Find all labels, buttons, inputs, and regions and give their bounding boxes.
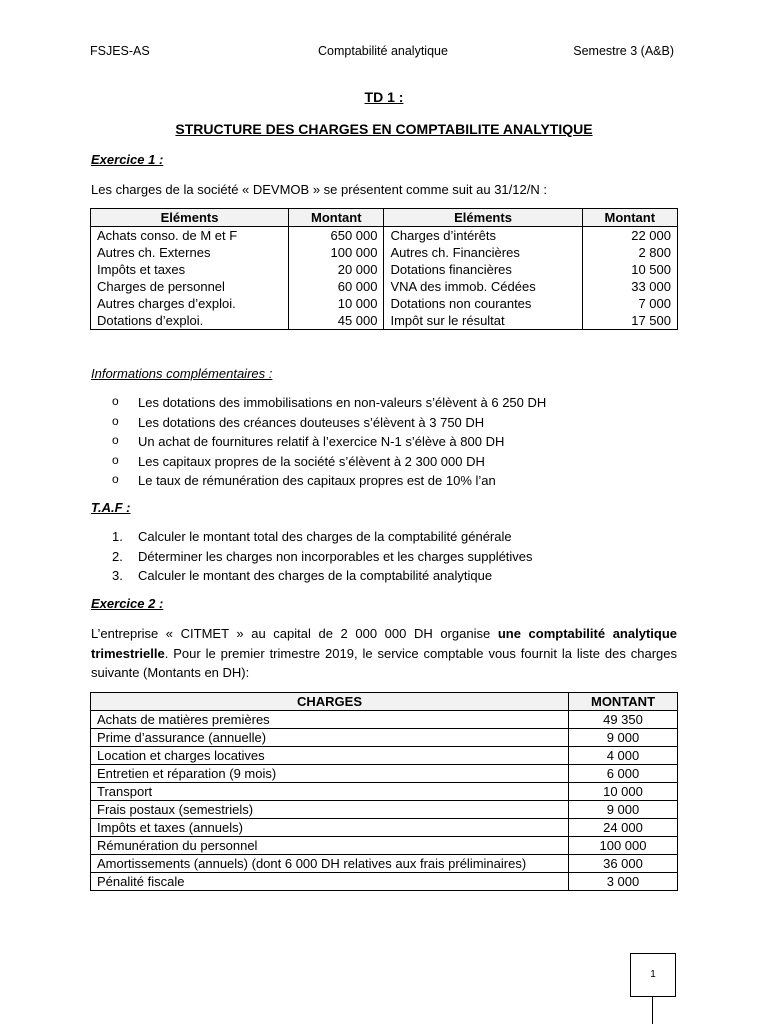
table-row xyxy=(91,261,678,278)
list-text: Déterminer les charges non incorporables et les charges supplétives xyxy=(138,548,533,564)
table-cell: Transport xyxy=(91,783,569,801)
table-row xyxy=(91,855,678,873)
table-cell: Dotations d’exploi. xyxy=(91,312,289,330)
list-item: o Les capitaux propres de la société s’élèvent à 2 300 000 DH xyxy=(112,452,546,472)
table-cell: Amortissements (annuels) (dont 6 000 DH relatives aux frais préliminaires) xyxy=(91,855,569,873)
table-cell: 3 000 xyxy=(569,873,678,891)
page-title: TD 1 : xyxy=(364,89,404,105)
table-cell: 10 000 xyxy=(569,783,678,801)
table-cell: Charges de personnel xyxy=(91,278,289,295)
col-header: Eléments xyxy=(384,209,582,227)
table-cell: 9 000 xyxy=(569,729,678,747)
table-cell: 24 000 xyxy=(569,819,678,837)
list-item: o Un achat de fournitures relatif à l’exercice N-1 s’élève à 800 DH xyxy=(112,432,546,452)
table-cell: Entretien et réparation (9 mois) xyxy=(91,765,569,783)
table-row xyxy=(91,227,678,245)
table-cell: Dotations non courantes xyxy=(384,295,582,312)
table-cell: Pénalité fiscale xyxy=(91,873,569,891)
page-number: 1 xyxy=(630,953,676,997)
table-cell: 33 000 xyxy=(582,278,677,295)
table-cell: 22 000 xyxy=(582,227,677,245)
list-item: o Les dotations des créances douteuses s’élèvent à 3 750 DH xyxy=(112,413,546,433)
list-item xyxy=(112,527,533,547)
table-row xyxy=(91,801,678,819)
table-cell: 7 000 xyxy=(582,295,677,312)
exercice2-table xyxy=(90,692,678,891)
table-cell: Autres charges d’exploi. xyxy=(91,295,289,312)
table-cell: Impôts et taxes xyxy=(91,261,289,278)
table-cell: 4 000 xyxy=(569,747,678,765)
list-number: 1. xyxy=(112,529,123,544)
list-item: o Les dotations des immobilisations en non-valeurs s’élèvent à 6 250 DH xyxy=(112,393,546,413)
table-cell: 45 000 xyxy=(289,312,384,330)
table-cell: 6 000 xyxy=(569,765,678,783)
page-header xyxy=(90,44,674,60)
table-cell: Achats conso. de M et F xyxy=(91,227,289,245)
col-header: CHARGES xyxy=(91,693,569,711)
info-list xyxy=(112,393,546,491)
taf-list xyxy=(112,527,533,586)
header-right: Semestre 3 (A&B) xyxy=(573,44,674,58)
table-row xyxy=(91,729,678,747)
table-cell: Frais postaux (semestriels) xyxy=(91,801,569,819)
table-cell: 2 800 xyxy=(582,244,677,261)
col-header: Montant xyxy=(582,209,677,227)
col-header: Montant xyxy=(289,209,384,227)
table-cell: 650 000 xyxy=(289,227,384,245)
table-cell: Achats de matières premières xyxy=(91,711,569,729)
exercice2-heading: Exercice 2 : xyxy=(91,596,164,611)
table-cell: Impôts et taxes (annuels) xyxy=(91,819,569,837)
exercice1-intro: Les charges de la société « DEVMOB » se présentent comme suit au 31/12/N : xyxy=(91,182,547,197)
table-row xyxy=(91,747,678,765)
table-cell: 36 000 xyxy=(569,855,678,873)
page-number-line xyxy=(652,996,653,1024)
table-row xyxy=(91,295,678,312)
table-row xyxy=(91,312,678,330)
col-header: Eléments xyxy=(91,209,289,227)
table-cell: 100 000 xyxy=(289,244,384,261)
table-cell: 9 000 xyxy=(569,801,678,819)
table-row xyxy=(91,783,678,801)
table-cell: 60 000 xyxy=(289,278,384,295)
header-center: Comptabilité analytique xyxy=(318,44,448,58)
table-cell: Impôt sur le résultat xyxy=(384,312,582,330)
table-cell: 20 000 xyxy=(289,261,384,278)
table-row xyxy=(91,873,678,891)
table-cell: 10 500 xyxy=(582,261,677,278)
info-heading: Informations complémentaires : xyxy=(91,366,273,381)
table-row xyxy=(91,244,678,261)
list-item xyxy=(112,547,533,567)
exercice2-paragraph xyxy=(91,624,677,683)
para-text: . Pour le premier trimestre 2019, le service comptable vous fournit la liste des charges suivante (Montants en DH): xyxy=(91,645,677,680)
para-bold: une comptabilité analytique trimestrielle xyxy=(91,626,677,661)
exercice1-heading: Exercice 1 : xyxy=(91,152,164,167)
table-cell: Autres ch. Externes xyxy=(91,244,289,261)
table-cell: 49 350 xyxy=(569,711,678,729)
table-row xyxy=(91,837,678,855)
list-text: Calculer le montant des charges de la comptabilité analytique xyxy=(138,568,493,583)
para-text: L’entreprise « CITMET » au capital de 2 000 000 DH organise xyxy=(91,626,498,641)
table-row xyxy=(91,711,678,729)
table-cell: VNA des immob. Cédées xyxy=(384,278,582,295)
page-subtitle: STRUCTURE DES CHARGES EN COMPTABILITE ANALYTIQUE xyxy=(175,121,593,137)
table-cell: Rémunération du personnel xyxy=(91,837,569,855)
list-item: o Le taux de rémunération des capitaux propres est de 10% l’an xyxy=(112,471,546,491)
table-cell: Dotations financières xyxy=(384,261,582,278)
table-header-row xyxy=(91,693,678,711)
table-row xyxy=(91,765,678,783)
list-text: Calculer le montant total des charges de la comptabilité générale xyxy=(138,529,512,544)
table-row xyxy=(91,819,678,837)
list-number: 2. xyxy=(112,548,123,564)
table-cell: 10 000 xyxy=(289,295,384,312)
exercice1-table xyxy=(90,208,678,330)
col-header: MONTANT xyxy=(569,693,678,711)
table-cell: Autres ch. Financières xyxy=(384,244,582,261)
table-row xyxy=(91,278,678,295)
table-cell: Charges d’intérêts xyxy=(384,227,582,245)
table-cell: Prime d’assurance (annuelle) xyxy=(91,729,569,747)
table-header-row xyxy=(91,209,678,227)
table-cell: 100 000 xyxy=(569,837,678,855)
list-number: 3. xyxy=(112,568,123,583)
header-left: FSJES-AS xyxy=(90,44,150,58)
table-cell: 17 500 xyxy=(582,312,677,330)
list-item xyxy=(112,566,533,586)
taf-heading: T.A.F : xyxy=(91,500,131,515)
table-cell: Location et charges locatives xyxy=(91,747,569,765)
